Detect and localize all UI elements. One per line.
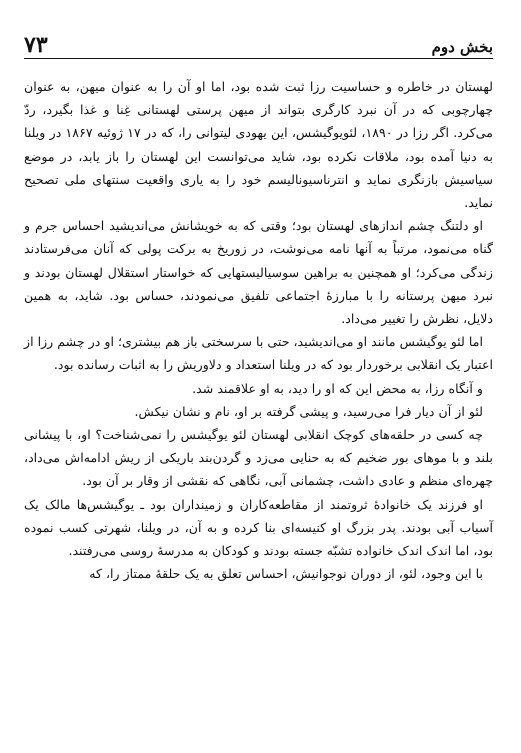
paragraph: اما لئو یوگیشس مانند او می‌اندیشید، حتی با سرسختی باز هم بیشتری؛ او در چشم رزا از اعتبار یک انقلابی برخوردار بود که در ویلنا استعداد و دلاوریش را به اثبات رسانده بود.: [24, 334, 493, 373]
paragraph: لئو از آن دیار فرا می‌رسید، و پیشی گرفته بر او، نام و نشان نیکش.: [134, 403, 483, 419]
paragraph: با این وجود، لئو، از دوران نوجوانیش، احساس تعلق به یک حلقهٔ ممتاز را، که: [89, 566, 483, 582]
paragraph: لهستان در خاطره و حساسیت رزا ثبت شده بود، اما او آن را به عنوان میهن، به عنوان چهارچوبی که در آن نبرد کارگری بتواند از میهن پرستی لهستانی غِنا و غذا بگیرد، ردّ می‌کرد. اگر رزا در ۱۸۹۰، لئویوگیشس، این یهودی لیتوانی را، که در ۱۷ ژوئیه ۱۸۶۷ در ویلنا به دنیا آمده بود، ملاقات نکرده بود، شاید می‌توانست این لهستان را باز یابد، در موضع سیاسیش بازنگری نماید و انترناسیونالیسم خود را به یاری واقعیت سنتهای ملی تصحیح نماید.: [24, 79, 494, 211]
paragraph: او دلتنگ چشم اندازهای لهستان بود؛ وقتی که به خویشانش می‌اندیشید احساس جرم و گناه می‌نمود، مرتباً به آنها نامه می‌نوشت، در زوریخ به برکت پولی که آنان می‌فرستادند زندگی می‌کرد؛ او همچنین به براهین سوسیالیستهایی که خواستار استقلال لهستان بودند و نبرد میهن پرستانه را با مبارزهٔ اجتماعی تلفیق می‌نمودند، حساس بود. شاید، به همین دلایل، نظرش را تغییر می‌داد.: [24, 218, 493, 327]
paragraph: چه کسی در حلقه‌های کوچک انقلابی لهستان لئو یوگیشس را نمی‌شناخت؟ او، با پیشانی بلند و با موهای بور ضخیم که به حنایی می‌زد و گردن‌بند باریکی از ریش ادامه‌اش می‌داد، چهره‌ای منظم و عادی داشت، چشمانی آبی، نگاهی که نقشی از وقار بر آن بود.: [24, 427, 493, 489]
paragraph: او فرزند یک خانوادهٔ ثروتمند از مقاطعه‌کاران و زمینداران بود ـ یوگیشس‌ها مالک یک آسیاب آبی بودند. پدر بزرگ او کنیسه‌ای بنا کرده و به آن، در ویلنا، شهرتی کسب نموده بود، اما اندک اندک خانواده تشبّه جسته بودند و کودکان به مدرسهٔ روسی می‌رفتند.: [24, 496, 493, 559]
paragraph: و آنگاه رزا، به محض این که او را دید، به او علاقمند شد.: [192, 380, 483, 396]
page-header: [24, 28, 493, 59]
running-head: بخش دوم: [431, 38, 493, 56]
body-text: [24, 75, 493, 585]
page-number: ۷۳: [24, 32, 48, 58]
